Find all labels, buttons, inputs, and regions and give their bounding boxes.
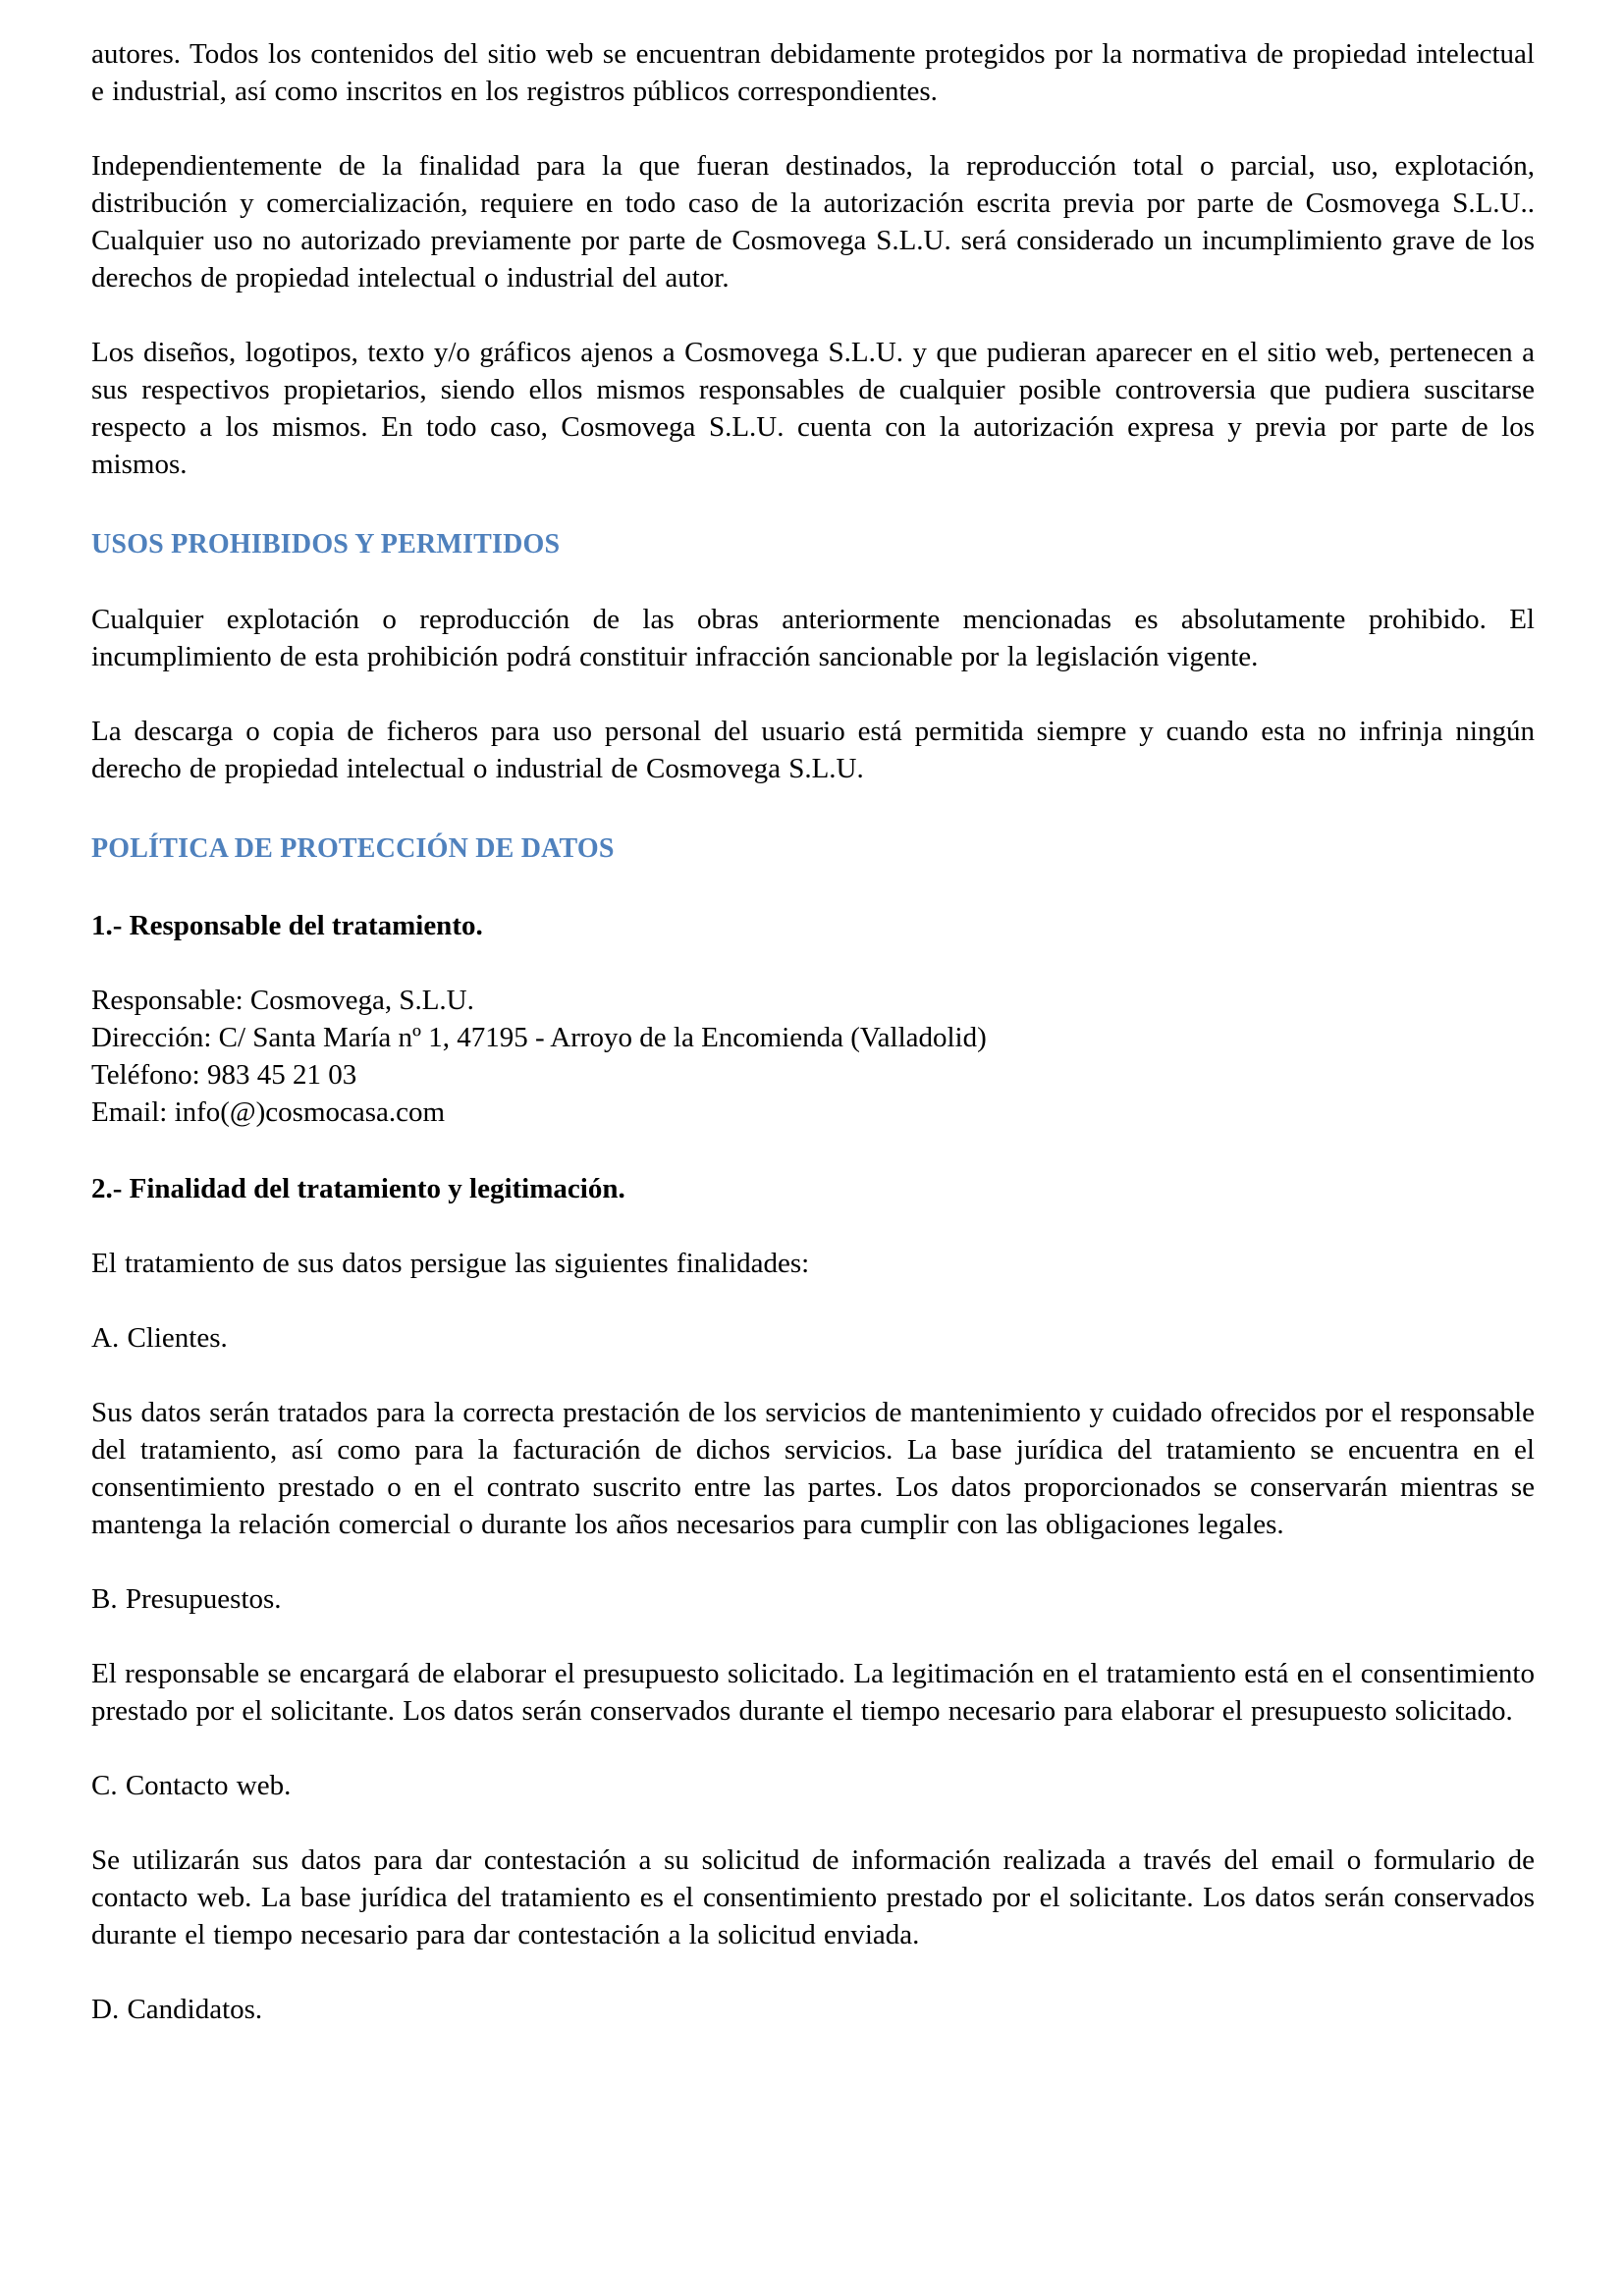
contact-telefono: Teléfono: 983 45 21 03 xyxy=(91,1059,357,1091)
contact-responsable: Responsable: Cosmovega, S.L.U. xyxy=(91,985,474,1016)
paragraph-independientemente: Independientemente de la finalidad para la que fueran destinados, la reproducción total o parcial, uso, explotación, distribución y comercialización, requiere en todo caso de la autorización escrita previa por parte de Cosmovega S.L.U.. Cualquier uso no autorizado previamente por parte de Cosmovega S.L.U. será considerado un incumplimiento grave de los derechos de propiedad intelectual o industrial del autor. xyxy=(91,150,1535,294)
contact-block xyxy=(91,982,1535,1131)
subheading-responsable-tratamiento: 1.- Responsable del tratamiento. xyxy=(91,910,483,941)
paragraph-contacto-detalle: Se utilizarán sus datos para dar contestación a su solicitud de información realizada a través del email o formulario de contacto web. La base jurídica del tratamiento es el consentimiento prestado por el solicitante. Los datos serán conservados durante el tiempo necesario para dar contestación a la solicitud enviada. xyxy=(91,1844,1535,1950)
list-item-a-clientes: A. Clientes. xyxy=(91,1322,228,1354)
list-item-d-candidatos: D. Candidatos. xyxy=(91,1994,263,2025)
list-item-c-contacto-web: C. Contacto web. xyxy=(91,1770,292,1801)
section-heading-politica-datos: POLÍTICA DE PROTECCIÓN DE DATOS xyxy=(91,833,615,864)
list-item-b-presupuestos: B. Presupuestos. xyxy=(91,1583,282,1615)
paragraph-cualquier-explotacion: Cualquier explotación o reproducción de las obras anteriormente mencionadas es absolutamente prohibido. El incumplimiento de esta prohibición podrá constituir infracción sancionable por la legislación vigente. xyxy=(91,604,1535,672)
subheading-finalidad-tratamiento: 2.- Finalidad del tratamiento y legitimación. xyxy=(91,1173,625,1204)
section-heading-usos-prohibidos: USOS PROHIBIDOS Y PERMITIDOS xyxy=(91,529,561,560)
paragraph-disenos: Los diseños, logotipos, texto y/o gráficos ajenos a Cosmovega S.L.U. y que pudieran aparecer en el sitio web, pertenecen a sus respectivos propietarios, siendo ellos mismos responsables de cualquier posible controversia que pudiera suscitarse respecto a los mismos. En todo caso, Cosmovega S.L.U. cuenta con la autorización expresa y previa por parte de los mismos. xyxy=(91,337,1535,480)
paragraph-presupuestos-detalle: El responsable se encargará de elaborar el presupuesto solicitado. La legitimación en el tratamiento está en el consentimiento prestado por el solicitante. Los datos serán conservados durante el tiempo necesario para elaborar el presupuesto solicitado. xyxy=(91,1658,1535,1727)
contact-direccion: Dirección: C/ Santa María nº 1, 47195 - Arroyo de la Encomienda (Valladolid) xyxy=(91,1022,987,1053)
paragraph-tratamiento-finalidades: El tratamiento de sus datos persigue las siguientes finalidades: xyxy=(91,1248,810,1279)
paragraph-autores: autores. Todos los contenidos del sitio web se encuentran debidamente protegidos por la normativa de propiedad intelectual e industrial, así como inscritos en los registros públicos correspondientes. xyxy=(91,38,1535,107)
paragraph-clientes-detalle: Sus datos serán tratados para la correcta prestación de los servicios de mantenimiento y cuidado ofrecidos por el responsable del tratamiento, así como para la facturación de dichos servicios. La base jurídica del tratamiento se encuentra en el consentimiento prestado o en el contrato suscrito entre las partes. Los datos proporcionados se conservarán mientras se mantenga la relación comercial o durante los años necesarios para cumplir con las obligaciones legales. xyxy=(91,1397,1535,1540)
contact-email: Email: info(@)cosmocasa.com xyxy=(91,1096,446,1128)
paragraph-descarga: La descarga o copia de ficheros para uso personal del usuario está permitida siempre y cuando esta no infrinja ningún derecho de propiedad intelectual o industrial de Cosmovega S.L.U. xyxy=(91,716,1535,784)
